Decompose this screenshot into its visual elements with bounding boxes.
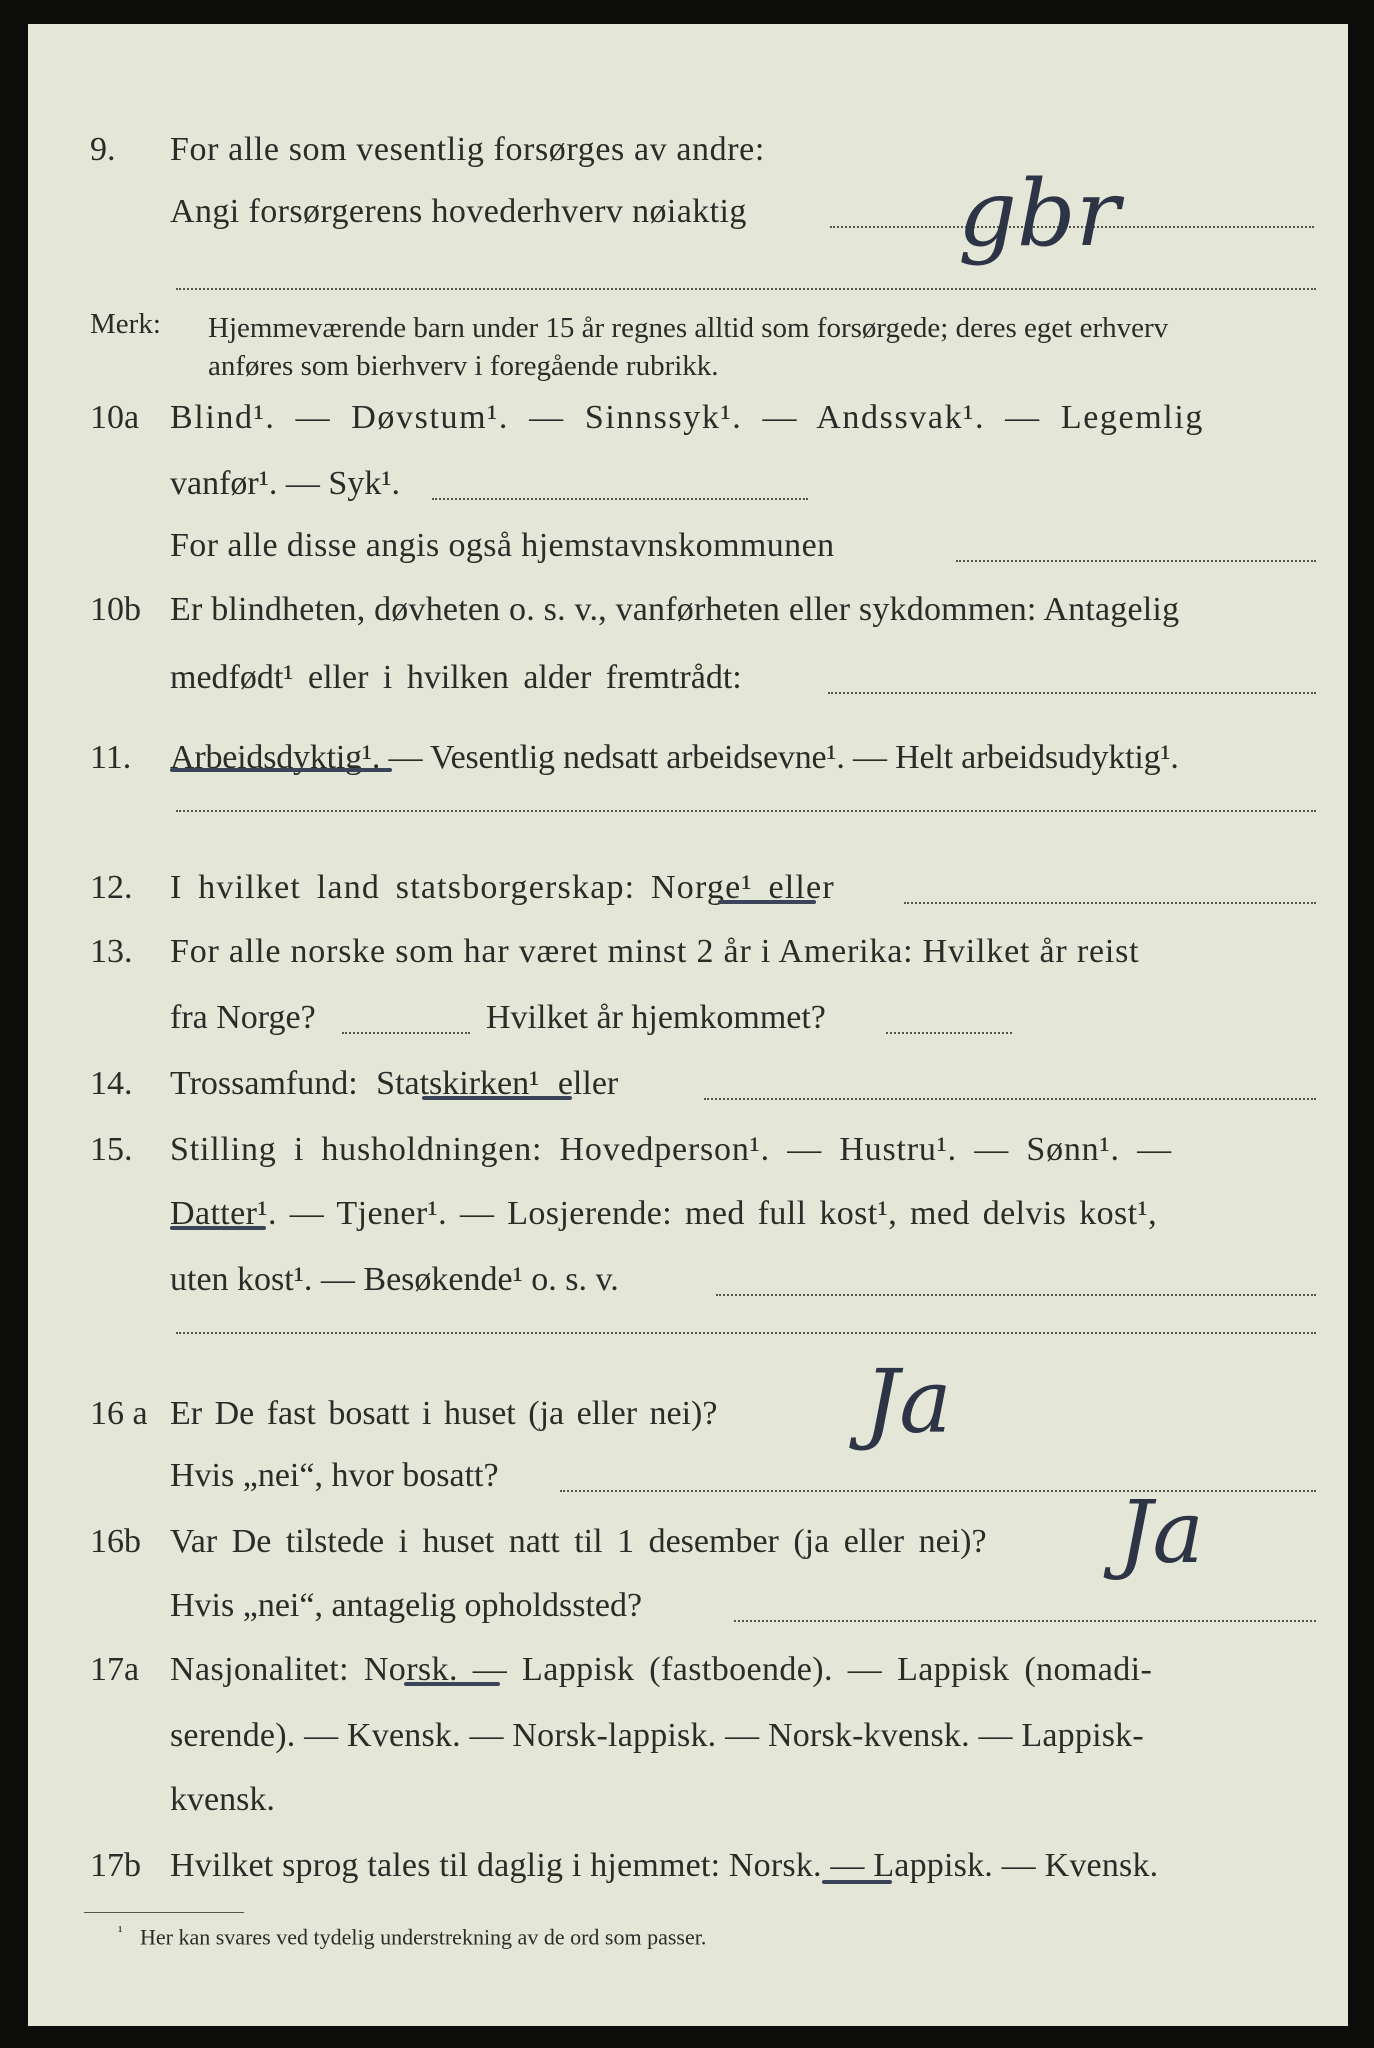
footnote-text: Her kan svares ved tydelig understrekning av de ord som passer. <box>140 1924 707 1950</box>
question-text: Er blindheten, døvheten o. s. v., vanførheten eller sykdommen: Antagelig <box>170 591 1180 628</box>
note-label: Merk: <box>90 308 161 340</box>
pen-underline <box>822 1880 892 1884</box>
question-number: 11. <box>90 739 132 776</box>
question-number: 17a <box>90 1651 140 1688</box>
question-text: Trossamfund: Statskirken¹ eller <box>170 1065 619 1102</box>
question-number: 10a <box>90 399 140 436</box>
handwritten-answer: gbr <box>958 160 1120 267</box>
answer-line <box>956 560 1316 562</box>
question-text: Blind¹. — Døvstum¹. — Sinnssyk¹. — Andssvak¹. — Legemlig <box>170 399 1204 436</box>
pen-underline <box>170 768 392 772</box>
question-text: vanfør¹. — Syk¹. <box>170 465 401 502</box>
question-number: 16 a <box>90 1395 148 1432</box>
answer-line <box>176 1332 1316 1334</box>
footnote <box>118 1924 706 1950</box>
question-number: 14. <box>90 1065 133 1102</box>
question-text: Hvis „nei“, antagelig opholdssted? <box>170 1587 643 1624</box>
question-number: 15. <box>90 1131 133 1168</box>
answer-line <box>176 810 1316 812</box>
question-number: 17b <box>90 1847 141 1884</box>
question-text: Er De fast bosatt i huset (ja eller nei)? <box>170 1395 718 1432</box>
question-text: Hvilket år hjemkommet? <box>486 999 826 1036</box>
answer-line <box>704 1098 1316 1100</box>
question-text: serende). — Kvensk. — Norsk-lappisk. — Norsk-kvensk. — Lappisk- <box>170 1717 1144 1754</box>
question-number: 13. <box>90 933 133 970</box>
question-number: 16b <box>90 1523 141 1560</box>
answer-line <box>904 902 1316 904</box>
answer-line <box>176 288 1316 290</box>
question-text: Datter¹. — Tjener¹. — Losjerende: med full kost¹, med delvis kost¹, <box>170 1195 1157 1232</box>
question-number: 10b <box>90 591 141 628</box>
question-text: Angi forsørgerens hovederhverv nøiaktig <box>170 193 747 230</box>
question-text: For alle som vesentlig forsørges av andre: <box>170 131 765 168</box>
footnote-rule <box>84 1912 244 1913</box>
answer-line <box>734 1620 1316 1622</box>
question-text: Hvis „nei“, hvor bosatt? <box>170 1457 499 1494</box>
answer-line <box>828 692 1316 694</box>
pen-underline <box>170 1226 266 1230</box>
census-form-page <box>28 24 1348 2026</box>
question-text: Arbeidsdyktig¹. — Vesentlig nedsatt arbeidsevne¹. — Helt arbeidsudyktig¹. <box>170 739 1179 776</box>
note-text: anføres som bierhverv i foregående rubrikk. <box>208 350 719 382</box>
answer-line <box>716 1294 1316 1296</box>
question-text: kvensk. <box>170 1781 275 1818</box>
question-number: 12. <box>90 869 133 906</box>
question-text: Var De tilstede i huset natt til 1 desember (ja eller nei)? <box>170 1523 987 1560</box>
question-number: 9. <box>90 131 116 168</box>
question-text: For alle norske som har været minst 2 år i Amerika: Hvilket år reist <box>170 933 1140 970</box>
question-text: Nasjonalitet: Norsk. — Lappisk (fastboende). — Lappisk (nomadi- <box>170 1651 1153 1688</box>
question-text: medfødt¹ eller i hvilken alder fremtrådt: <box>170 659 742 696</box>
question-text: For alle disse angis også hjemstavnskommunen <box>170 527 835 564</box>
pen-underline <box>422 1096 572 1100</box>
question-text: fra Norge? <box>170 999 316 1036</box>
pen-underline <box>404 1682 500 1686</box>
question-text: uten kost¹. — Besøkende¹ o. s. v. <box>170 1261 619 1298</box>
handwritten-answer: Ja <box>1118 1483 1204 1583</box>
question-text: I hvilket land statsborgerskap: Norge¹ eller <box>170 869 835 906</box>
answer-line <box>432 498 808 500</box>
answer-line <box>342 1032 470 1034</box>
handwritten-answer: Ja <box>864 1350 952 1453</box>
pen-underline <box>718 900 816 904</box>
question-text: Stilling i husholdningen: Hovedperson¹. — Hustru¹. — Sønn¹. — <box>170 1131 1172 1168</box>
question-text: Hvilket sprog tales til daglig i hjemmet: Norsk. — Lappisk. — Kvensk. <box>170 1847 1159 1884</box>
footnote-mark: ¹ <box>118 1924 123 1940</box>
note-text: Hjemmeværende barn under 15 år regnes alltid som forsørgede; deres eget erhverv <box>208 312 1169 344</box>
answer-line <box>886 1032 1012 1034</box>
